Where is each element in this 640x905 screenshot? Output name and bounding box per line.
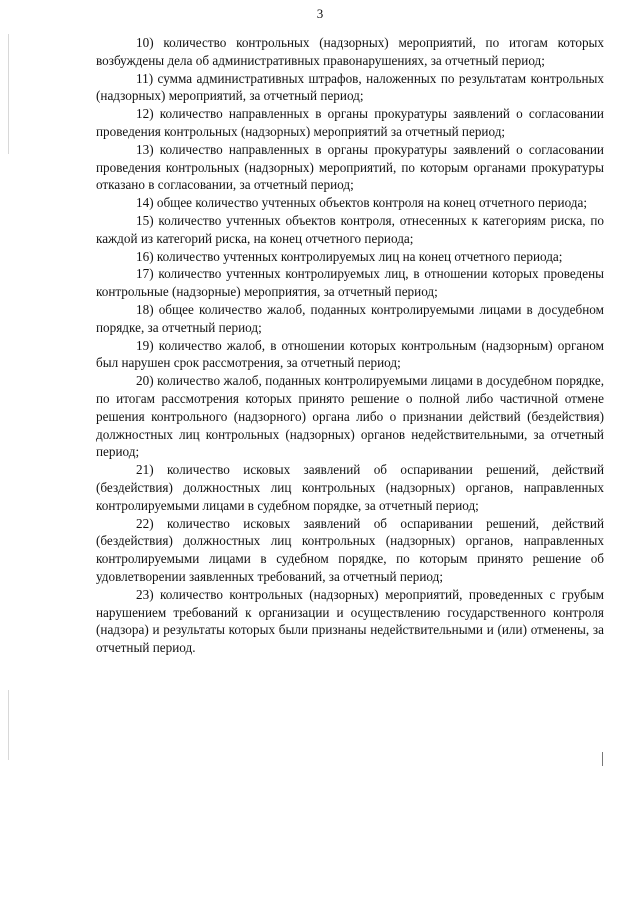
- scan-artifact-mark: [602, 752, 603, 766]
- list-item-20: 20) количество жалоб, поданных контролируемыми лицами в досудебном порядке, по итогам рассмотрения которых принято решение о полной либо частичной отмене решения контрольного (надзорного) органа либо о признании действий (бездействия) должностных лиц контрольных (надзорных) органов недействительными, за отчетный период;: [96, 373, 604, 460]
- scan-margin-line-bottom: [8, 690, 9, 760]
- list-item-11: 11) сумма административных штрафов, наложенных по результатам контрольных (надзорных) мероприятий, за отчетный период;: [96, 70, 604, 104]
- list-item-23: 23) количество контрольных (надзорных) мероприятий, проведенных с грубым нарушением требований к организации и осуществлению государственного контроля (надзора) и результаты которых были признаны недействительными и (или) отменены, за отчетный период.: [96, 586, 604, 656]
- list-item-17: 17) количество учтенных контролируемых лиц, в отношении которых проведены контрольные (надзорные) мероприятия, за отчетный период;: [96, 266, 604, 300]
- list-item-21: 21) количество исковых заявлений об оспаривании решений, действий (бездействия) должностных лиц контрольных (надзорных) органов, направленных контролируемыми лицами в судебном порядке, за отчетный период;: [96, 462, 604, 513]
- list-item-19: 19) количество жалоб, в отношении которых контрольным (надзорным) органом был нарушен срок рассмотрения, за отчетный период;: [96, 337, 604, 371]
- scan-margin-line-top: [8, 34, 9, 154]
- list-item-13: 13) количество направленных в органы прокуратуры заявлений о согласовании проведения контрольных (надзорных) мероприятий, по которым органами прокуратуры отказано в согласовании, за отчетный период;: [96, 141, 604, 193]
- list-item-14: 14) общее количество учтенных объектов контроля на конец отчетного периода;: [136, 195, 588, 211]
- list-item-12: 12) количество направленных в органы прокуратуры заявлений о согласовании проведения контрольных (надзорных) мероприятий за отчетный период;: [96, 106, 604, 139]
- page-number: 3: [316, 6, 324, 21]
- list-item-22: 22) количество исковых заявлений об оспаривании решений, действий (бездействия) должностных лиц контрольных (надзорных) органов, направленных контролируемыми лицами в судебном порядке, по которым принято решение об удовлетворении заявленных требований, за отчетный период;: [96, 515, 604, 584]
- list-item-10: 10) количество контрольных (надзорных) мероприятий, по итогам которых возбуждены дела об административных правонарушениях, за отчетный период;: [96, 35, 604, 68]
- list-item-15: 15) количество учтенных объектов контроля, отнесенных к категориям риска, по каждой из категорий риска, на конец отчетного периода;: [96, 212, 604, 246]
- list-item-18: 18) общее количество жалоб, поданных контролируемыми лицами в досудебном порядке, за отчетный период;: [96, 301, 604, 335]
- list-item-16: 16) количество учтенных контролируемых лиц на конец отчетного периода;: [136, 248, 563, 264]
- document-body: [96, 34, 604, 657]
